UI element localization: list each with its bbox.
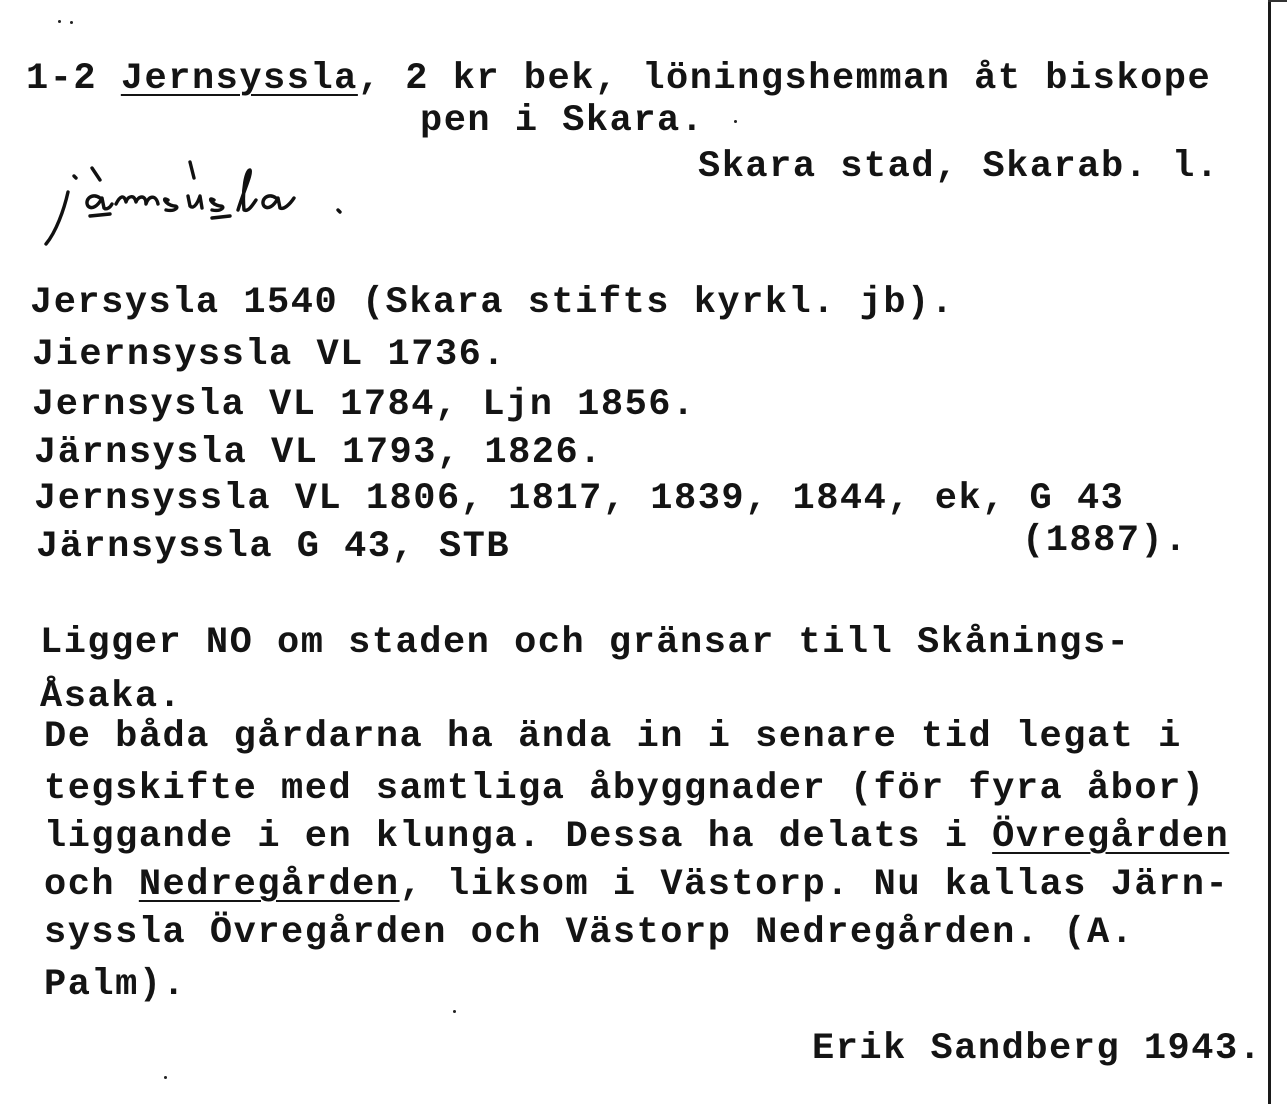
handwritten-note <box>38 140 508 250</box>
note-line-7: syssla Övregården och Västorp Nedregården. (A. <box>44 912 1135 954</box>
speck <box>164 1076 167 1079</box>
note-line-1: Ligger NO om staden och gränsar till Skånings- <box>40 622 1131 664</box>
place-name: Jernsyssla <box>120 58 358 100</box>
header-line-1 <box>26 58 1211 100</box>
note-line-6-prefix: och <box>44 864 139 906</box>
form-line-1: Jersysla 1540 (Skara stifts kyrkl. jb). <box>30 282 955 324</box>
location: Skara stad, Skarab. l. <box>698 146 1220 188</box>
farm-name-nedregarden: Nedregården <box>138 864 400 906</box>
form-line-6: Järnsyssla G 43, STB <box>36 526 511 568</box>
note-line-8: Palm). <box>44 964 187 1006</box>
speck <box>70 21 73 24</box>
card-top-edge <box>1268 0 1287 2</box>
card-right-edge <box>1268 0 1271 1104</box>
note-line-5 <box>44 816 1229 858</box>
note-line-4: tegskifte med samtliga åbyggnader (för fyra åbor) <box>44 768 1206 810</box>
form-line-3: Jernsysla VL 1784, Ljn 1856. <box>32 384 696 426</box>
parish-number: 1-2 <box>26 58 121 100</box>
form-line-2: Jiernsyssla VL 1736. <box>32 334 507 376</box>
note-line-6 <box>44 864 1229 906</box>
note-line-5-text: liggande i en klunga. Dessa ha delats i <box>44 816 993 858</box>
form-line-4: Järnsysla VL 1793, 1826. <box>34 432 603 474</box>
form-line-5: Jernsyssla VL 1806, 1817, 1839, 1844, ek, G 43 <box>34 478 1125 520</box>
note-line-2: Åsaka. <box>40 676 183 718</box>
note-line-6-rest: , liksom i Västorp. Nu kallas Järn- <box>399 864 1230 906</box>
note-line-3: De båda gårdarna ha ända in i senare tid legat i <box>44 716 1182 758</box>
signature: Erik Sandberg 1943. <box>812 1028 1263 1070</box>
header-line-2: pen i Skara. <box>420 100 705 142</box>
speck <box>734 120 737 123</box>
farm-name-ovregarden: Övregården <box>992 816 1230 858</box>
speck <box>58 20 61 23</box>
form-line-5-year: (1887). <box>1022 520 1188 562</box>
speck <box>453 1010 456 1013</box>
header-line-1-rest: , 2 kr bek, löningshemman åt biskope <box>357 58 1212 100</box>
